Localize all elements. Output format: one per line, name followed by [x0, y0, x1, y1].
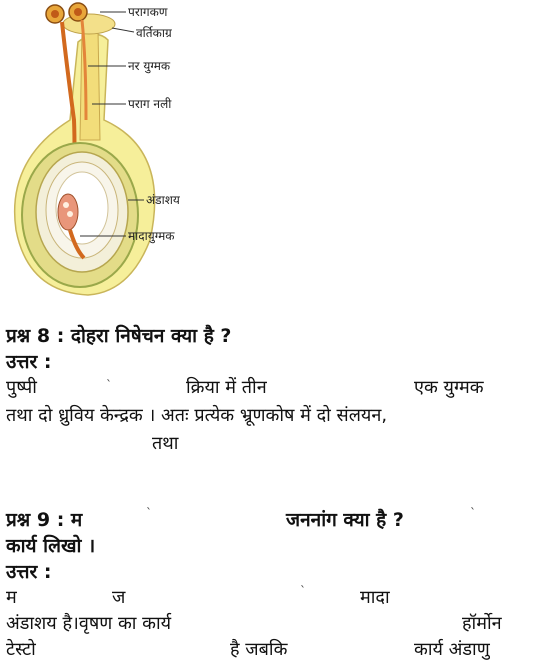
q9-fragment-mark-3: ` — [300, 584, 306, 598]
q8-line1-b: क्रिया में तीन — [186, 377, 267, 398]
q9-line1-b: ज — [112, 587, 126, 608]
label-pollen-tube: पराग नली — [128, 97, 172, 111]
q8-line3: तथा — [152, 433, 179, 454]
q8-line1-a: पुष्पी — [6, 377, 37, 398]
q9-answer-label: उत्तर : — [6, 561, 52, 583]
label-pollen: परागकण — [128, 5, 168, 19]
q8-question: प्रश्न 8 : दोहरा निषेचन क्या है ? — [6, 325, 232, 347]
q9-line1-a: म — [6, 587, 17, 608]
q9-line3-a: टेस्टो — [6, 639, 36, 660]
q9-question-a: प्रश्न 9 : म — [6, 509, 83, 531]
q9-line3-c: कार्य अंडाणु — [414, 639, 490, 660]
q9-line2-b: हॉर्मोन — [462, 613, 502, 634]
q8-answer-label: उत्तर : — [6, 351, 52, 373]
q9-line1-c: मादा — [360, 587, 390, 608]
q9-question-line2: कार्य लिखो । — [6, 535, 96, 557]
q8-fragment-mark: ` — [106, 378, 112, 392]
q9-line3-b: है जबकि — [230, 639, 288, 660]
q9-fragment-mark-2: ` — [470, 506, 476, 520]
q9-fragment-mark-1: ` — [146, 506, 152, 520]
q8-line1-c: एक युग्मक — [414, 377, 484, 398]
label-ovary: अंडाशय — [146, 193, 180, 207]
q8-line2: तथा दो ध्रुविय केन्द्रक । अतः प्रत्येक भ्रूणकोष में दो संलयन, — [6, 405, 388, 426]
label-female-gamete: मादायुग्मक — [128, 229, 175, 243]
label-stigma: वर्तिकाग्र — [136, 26, 172, 40]
q9-line2-a: अंडाशय है।वृषण का कार्य — [6, 613, 172, 634]
q9-question-b: जननांग क्या है ? — [286, 509, 404, 531]
pistil-fertilization-diagram — [0, 0, 230, 300]
label-male-gamete: नर युग्मक — [128, 59, 171, 73]
